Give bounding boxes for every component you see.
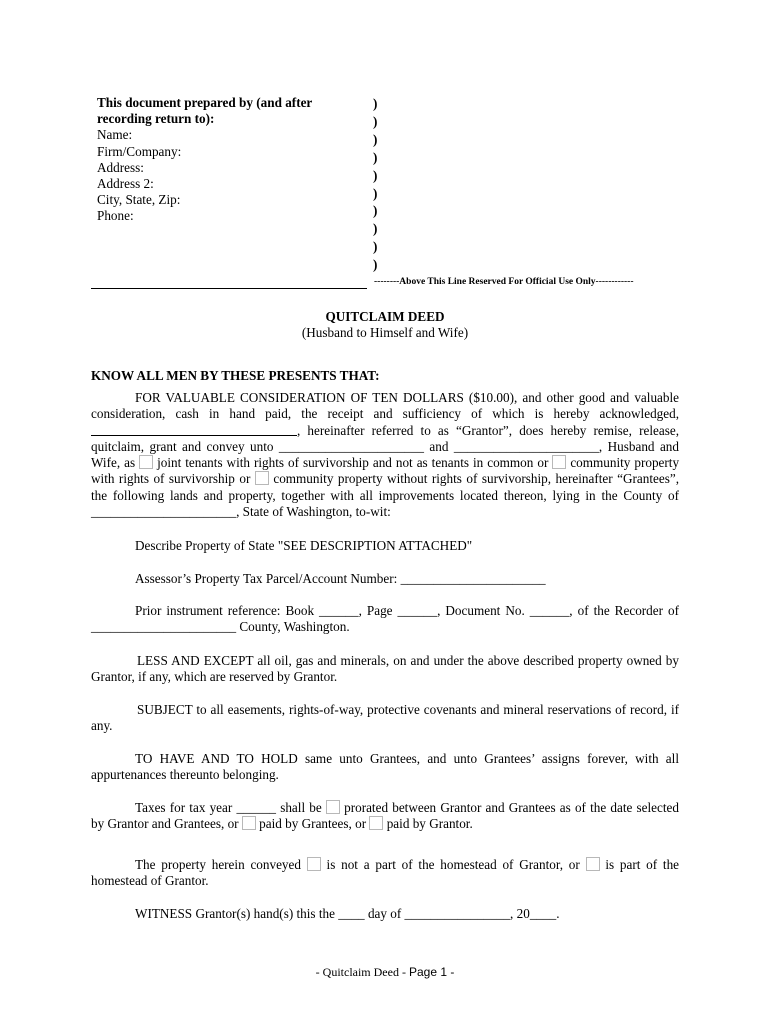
to-have-paragraph	[91, 751, 679, 784]
know-all-heading: KNOW ALL MEN BY THESE PRESENTS THAT:	[91, 368, 380, 383]
footer-label: - Quitclaim Deed -	[315, 965, 409, 979]
bracket-mark: )	[373, 96, 378, 111]
taxes-paid-by-grantees-text: paid by Grantees, or	[259, 816, 367, 832]
prior-instrument-paragraph	[91, 603, 679, 636]
bracket-mark: )	[373, 149, 378, 165]
is-homestead-text: is part of the homestead of Grantor.	[91, 857, 680, 889]
grantor-name-blank[interactable]	[91, 423, 297, 436]
describe-property-line: Describe Property of State "SEE DESCRIPTION ATTACHED"	[135, 538, 473, 553]
prepared-by-firm-field: Firm/Company:	[97, 143, 182, 159]
bracket-mark: )	[373, 185, 378, 201]
taxes-prorated-checkbox[interactable]	[326, 800, 340, 814]
prepared-by-heading: This document prepared by (and after recording return to):	[97, 95, 313, 127]
taxes-paid-by-grantees-checkbox[interactable]	[242, 816, 256, 830]
prepared-by-address-field: Address:	[97, 159, 144, 175]
bracket-column	[373, 95, 385, 274]
less-except-text: LESS AND EXCEPT all oil, gas and minerals, on and under the above described property owned by Grantor, if any, which are reserved by Grantor.	[91, 653, 679, 685]
recording-signature-line	[91, 288, 367, 289]
taxes-paid-by-grantor-text: paid by Grantor.	[386, 816, 473, 832]
homestead-paragraph	[91, 857, 679, 890]
prepared-by-phone-field: Phone:	[97, 208, 134, 224]
less-except-paragraph	[91, 653, 679, 686]
joint-tenants-checkbox[interactable]	[139, 455, 153, 469]
taxes-paragraph	[91, 800, 679, 833]
is-homestead-checkbox[interactable]	[586, 857, 600, 871]
assessor-parcel-line: Assessor’s Property Tax Parcel/Account Number: ______________________	[135, 571, 546, 586]
subject-text: SUBJECT to all easements, rights-of-way, protective covenants and mineral reservations of record, if any.	[91, 702, 679, 734]
consideration-paragraph	[91, 390, 679, 520]
not-homestead-checkbox[interactable]	[307, 857, 321, 871]
prepared-by-name-field: Name:	[97, 127, 133, 143]
prepared-by-block	[97, 95, 367, 225]
document-title: QUITCLAIM DEED	[325, 309, 445, 324]
document-subtitle: (Husband to Himself and Wife)	[301, 325, 469, 340]
consideration-text: FOR VALUABLE CONSIDERATION OF TEN DOLLARS ($10.00), and other good and valuable consideration, cash in hand paid, the receipt and sufficiency of which is hereby acknowledged,	[91, 390, 679, 422]
taxes-paid-by-grantor-checkbox[interactable]	[369, 816, 383, 830]
prior-instrument-text: Prior instrument reference: Book ______, Page ______, Document No. ______, of the Recorder of ______________________ County, Washington.	[91, 603, 679, 635]
community-without-survivorship-text: community property without rights of survivorship, hereinafter “Grantees”, the following lands and property, together with all improvements located thereon, lying in the County of ______________________, State of Washington, to-wit:	[91, 471, 680, 520]
subject-paragraph	[91, 702, 679, 735]
homestead-intro-text: The property herein conveyed	[135, 857, 301, 872]
taxes-text: Taxes for tax year ______ shall be	[135, 800, 322, 815]
prepared-by-address2-field: Address 2:	[97, 176, 154, 192]
to-have-text: TO HAVE AND TO HOLD same unto Grantees, and unto Grantees’ assigns forever, with all appurtenances thereunto belonging.	[91, 751, 679, 783]
joint-tenants-text: joint tenants with rights of survivorship and not as tenants in common or	[157, 455, 549, 471]
community-with-survivorship-checkbox[interactable]	[552, 455, 566, 469]
bracket-mark: )	[373, 221, 378, 237]
not-homestead-text: is not a part of the homestead of Grantor, or	[326, 857, 580, 872]
bracket-mark: )	[373, 257, 378, 273]
bracket-mark: )	[373, 203, 378, 219]
community-with-survivorship-text: community property with rights of survivorship or	[91, 455, 680, 487]
community-without-survivorship-checkbox[interactable]	[255, 471, 269, 485]
page-footer	[0, 965, 770, 980]
bracket-mark: )	[373, 239, 378, 255]
taxes-prorated-text: prorated between Grantor and Grantees as of the date selected by Grantor and Grantees, or	[91, 800, 680, 832]
prepared-by-city-field: City, State, Zip:	[97, 192, 181, 208]
witness-line: WITNESS Grantor(s) hand(s) this the ____ day of ________________, 20____.	[135, 906, 560, 921]
bracket-mark: )	[373, 131, 378, 147]
grantor-text: , hereinafter referred to as “Grantor”, does hereby remise, release, quitclaim, grant and convey unto ______________________ and ______________________, Husband and Wife, as	[91, 422, 679, 471]
bracket-mark: )	[373, 167, 378, 183]
footer-page-number: Page 1 -	[408, 965, 455, 979]
official-use-line: --------Above This Line Reserved For Official Use Only------------	[374, 277, 634, 287]
bracket-mark: )	[373, 113, 378, 129]
